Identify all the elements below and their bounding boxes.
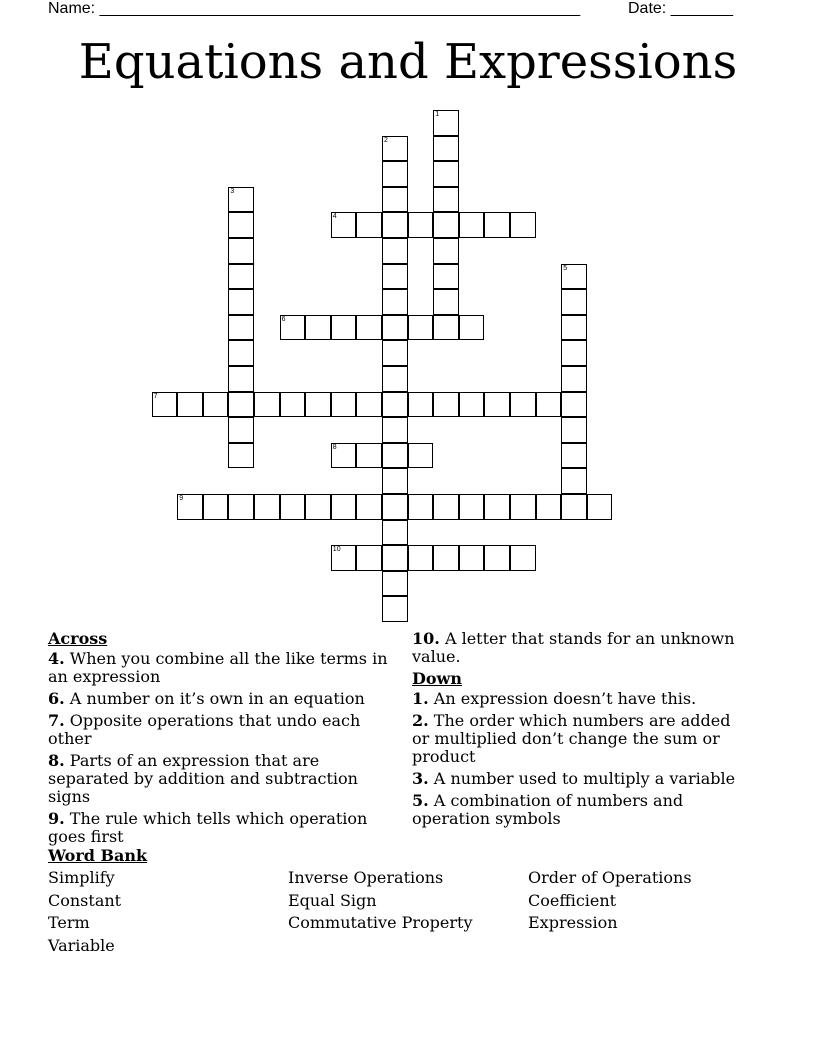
crossword-cell[interactable]: [203, 392, 229, 418]
crossword-cell[interactable]: [510, 494, 536, 520]
crossword-cell[interactable]: [382, 212, 408, 238]
crossword-cell[interactable]: [382, 161, 408, 187]
name-line[interactable]: Name: ______________________________________________________: [48, 0, 581, 17]
crossword-cell[interactable]: [408, 212, 434, 238]
clue-number: 2.: [412, 711, 429, 730]
word-bank-item: Inverse Operations: [288, 868, 444, 887]
crossword-cell[interactable]: [228, 392, 254, 418]
crossword-cell[interactable]: [331, 443, 357, 469]
crossword-cell[interactable]: [382, 417, 408, 443]
down-clue-3: [412, 770, 742, 788]
word-bank-item: Order of Operations: [528, 868, 692, 887]
word-bank-item: Expression: [528, 913, 618, 932]
date-line[interactable]: Date: _______: [628, 0, 733, 17]
cell-number: 10: [332, 546, 341, 554]
clue-text: Parts of an expression that are separated by addition and subtraction signs: [48, 751, 358, 806]
crossword-cell[interactable]: [561, 443, 587, 469]
crossword-cell[interactable]: [433, 238, 459, 264]
crossword-cell[interactable]: [305, 392, 331, 418]
cell-number: 1: [435, 111, 440, 118]
crossword-cell[interactable]: [356, 392, 382, 418]
crossword-cell[interactable]: [561, 264, 587, 290]
clue-number: 5.: [412, 791, 429, 810]
word-bank-title: Word Bank: [48, 846, 148, 865]
clue-number: 4.: [48, 649, 65, 668]
crossword-cell[interactable]: [433, 136, 459, 162]
crossword-cell[interactable]: [382, 596, 408, 622]
clue-text: When you combine all the like terms in an expression: [48, 649, 388, 686]
word-bank-item: Variable: [48, 935, 115, 955]
crossword-cell[interactable]: [254, 392, 280, 418]
clue-text: The order which numbers are added or multiplied don’t change the sum or product: [412, 711, 731, 766]
clue-number: 10.: [412, 629, 440, 648]
crossword-cell[interactable]: [382, 443, 408, 469]
crossword-cell[interactable]: [152, 392, 178, 418]
word-bank-item: Term: [48, 913, 90, 932]
crossword-cell[interactable]: [228, 187, 254, 213]
crossword-cell[interactable]: [203, 494, 229, 520]
crossword-cell[interactable]: [561, 340, 587, 366]
crossword-cell[interactable]: [408, 494, 434, 520]
crossword-cell[interactable]: [228, 264, 254, 290]
word-bank-column-1: [48, 867, 121, 957]
cell-number: 8: [332, 443, 337, 451]
crossword-cell[interactable]: [228, 238, 254, 264]
crossword-cell[interactable]: [433, 212, 459, 238]
crossword-cell[interactable]: [382, 392, 408, 418]
clue-number: 6.: [48, 689, 65, 708]
crossword-cell[interactable]: [331, 315, 357, 341]
crossword-cell[interactable]: [382, 264, 408, 290]
clue-text: A combination of numbers and operation symbols: [412, 791, 684, 828]
crossword-cell[interactable]: [228, 494, 254, 520]
crossword-cell[interactable]: [484, 212, 510, 238]
crossword-cell[interactable]: [561, 494, 587, 520]
crossword-cell[interactable]: [356, 443, 382, 469]
crossword-cell[interactable]: [382, 494, 408, 520]
crossword-cell[interactable]: [561, 417, 587, 443]
crossword-cell[interactable]: [510, 212, 536, 238]
crossword-cell[interactable]: [177, 494, 203, 520]
cell-number: 6: [281, 315, 286, 323]
across-clue-4: [48, 650, 404, 686]
crossword-cell[interactable]: [382, 289, 408, 315]
crossword-cell[interactable]: [561, 468, 587, 494]
cell-number: 3: [230, 187, 235, 195]
crossword-cell[interactable]: [408, 315, 434, 341]
clue-text: A number on it’s own in an equation: [69, 689, 365, 708]
crossword-cell[interactable]: [382, 340, 408, 366]
cell-number: 9: [179, 495, 184, 502]
crossword-cell[interactable]: [280, 392, 306, 418]
crossword-cell[interactable]: [228, 443, 254, 469]
crossword-cell[interactable]: [382, 136, 408, 162]
clues-right-column: [412, 630, 742, 832]
word-bank-column-2: [288, 867, 473, 935]
crossword-cell[interactable]: [305, 494, 331, 520]
clue-number: 8.: [48, 751, 65, 770]
down-clue-2: [412, 712, 742, 766]
crossword-cell[interactable]: [510, 392, 536, 418]
crossword-cell[interactable]: [280, 315, 306, 341]
crossword-cell[interactable]: [510, 545, 536, 571]
clue-number: 9.: [48, 809, 65, 828]
crossword-cell[interactable]: [459, 315, 485, 341]
crossword-cell[interactable]: [356, 494, 382, 520]
crossword-cell[interactable]: [228, 289, 254, 315]
crossword-cell[interactable]: [433, 315, 459, 341]
clue-text: An expression doesn’t have this.: [433, 689, 697, 708]
crossword-cell[interactable]: [561, 392, 587, 418]
crossword-cell[interactable]: [459, 545, 485, 571]
crossword-cell[interactable]: [228, 340, 254, 366]
crossword-cell[interactable]: [382, 468, 408, 494]
crossword-cell[interactable]: [433, 545, 459, 571]
word-bank-heading: [48, 845, 147, 868]
word-bank-column-3: [528, 867, 692, 935]
word-bank-item: Equal Sign: [288, 890, 377, 910]
crossword-cell[interactable]: [408, 392, 434, 418]
cell-number: 4: [332, 213, 337, 221]
crossword-cell[interactable]: [228, 366, 254, 392]
crossword-cell[interactable]: [382, 366, 408, 392]
crossword-cell[interactable]: [356, 545, 382, 571]
across-clue-8: [48, 752, 404, 806]
across-clue-9: [48, 810, 404, 846]
crossword-cell[interactable]: [433, 161, 459, 187]
crossword-cell[interactable]: [382, 187, 408, 213]
crossword-cell[interactable]: [433, 187, 459, 213]
clues-left-column: [48, 630, 404, 850]
word-bank-item: Constant: [48, 890, 122, 910]
cell-number: 7: [153, 392, 158, 400]
across-clue-6: [48, 690, 404, 708]
crossword-cell[interactable]: [433, 110, 459, 136]
clue-text: Opposite operations that undo each other: [48, 711, 361, 748]
across-clue-7: [48, 712, 404, 748]
word-bank-item: Coefficient: [528, 890, 617, 910]
crossword-cell[interactable]: [484, 494, 510, 520]
cell-number: 2: [384, 136, 388, 144]
crossword-cell[interactable]: [331, 392, 357, 418]
crossword-cell[interactable]: [408, 545, 434, 571]
crossword-cell[interactable]: [459, 392, 485, 418]
word-bank-item: Simplify: [48, 868, 115, 887]
crossword-cell[interactable]: [433, 392, 459, 418]
crossword-cell[interactable]: [356, 315, 382, 341]
crossword-cell[interactable]: [433, 289, 459, 315]
crossword-cell[interactable]: [356, 212, 382, 238]
crossword-cell[interactable]: [382, 571, 408, 597]
clue-text: A number used to multiply a variable: [433, 769, 736, 788]
clue-text: The rule which tells which operation goes first: [48, 809, 368, 846]
down-clue-1: [412, 690, 742, 708]
crossword-cell[interactable]: [382, 238, 408, 264]
crossword-cell[interactable]: [587, 494, 613, 520]
down-heading: Down: [412, 669, 462, 688]
across-heading: Across: [48, 629, 108, 648]
crossword-cell[interactable]: [459, 494, 485, 520]
crossword-cell[interactable]: [305, 315, 331, 341]
page-title: Equations and Expressions: [78, 34, 738, 90]
crossword-cell[interactable]: [484, 392, 510, 418]
crossword-cell[interactable]: [536, 494, 562, 520]
crossword-cell[interactable]: [280, 494, 306, 520]
crossword-cell[interactable]: [254, 494, 280, 520]
crossword-cell[interactable]: [433, 264, 459, 290]
cell-number: 5: [563, 264, 568, 272]
crossword-cell[interactable]: [536, 392, 562, 418]
clue-number: 1.: [412, 689, 429, 708]
crossword-cell[interactable]: [331, 494, 357, 520]
crossword-cell[interactable]: [459, 212, 485, 238]
crossword-cell[interactable]: [228, 212, 254, 238]
clue-number: 7.: [48, 711, 65, 730]
clue-number: 3.: [412, 769, 429, 788]
crossword-cell[interactable]: [408, 443, 434, 469]
crossword-cell[interactable]: [331, 212, 357, 238]
crossword-cell[interactable]: [382, 315, 408, 341]
crossword-cell[interactable]: [228, 417, 254, 443]
crossword-cell[interactable]: [382, 545, 408, 571]
word-bank-item: Commutative Property: [288, 913, 473, 932]
crossword-cell[interactable]: [177, 392, 203, 418]
crossword-cell[interactable]: [331, 545, 357, 571]
across-clue-10: [412, 630, 742, 666]
crossword-cell[interactable]: [561, 315, 587, 341]
crossword-cell[interactable]: [561, 366, 587, 392]
clue-text: A letter that stands for an unknown value.: [412, 629, 735, 666]
down-clue-5: [412, 792, 742, 828]
crossword-cell[interactable]: [382, 520, 408, 546]
crossword-cell[interactable]: [484, 545, 510, 571]
crossword-cell[interactable]: [228, 315, 254, 341]
crossword-cell[interactable]: [433, 494, 459, 520]
crossword-cell[interactable]: [561, 289, 587, 315]
